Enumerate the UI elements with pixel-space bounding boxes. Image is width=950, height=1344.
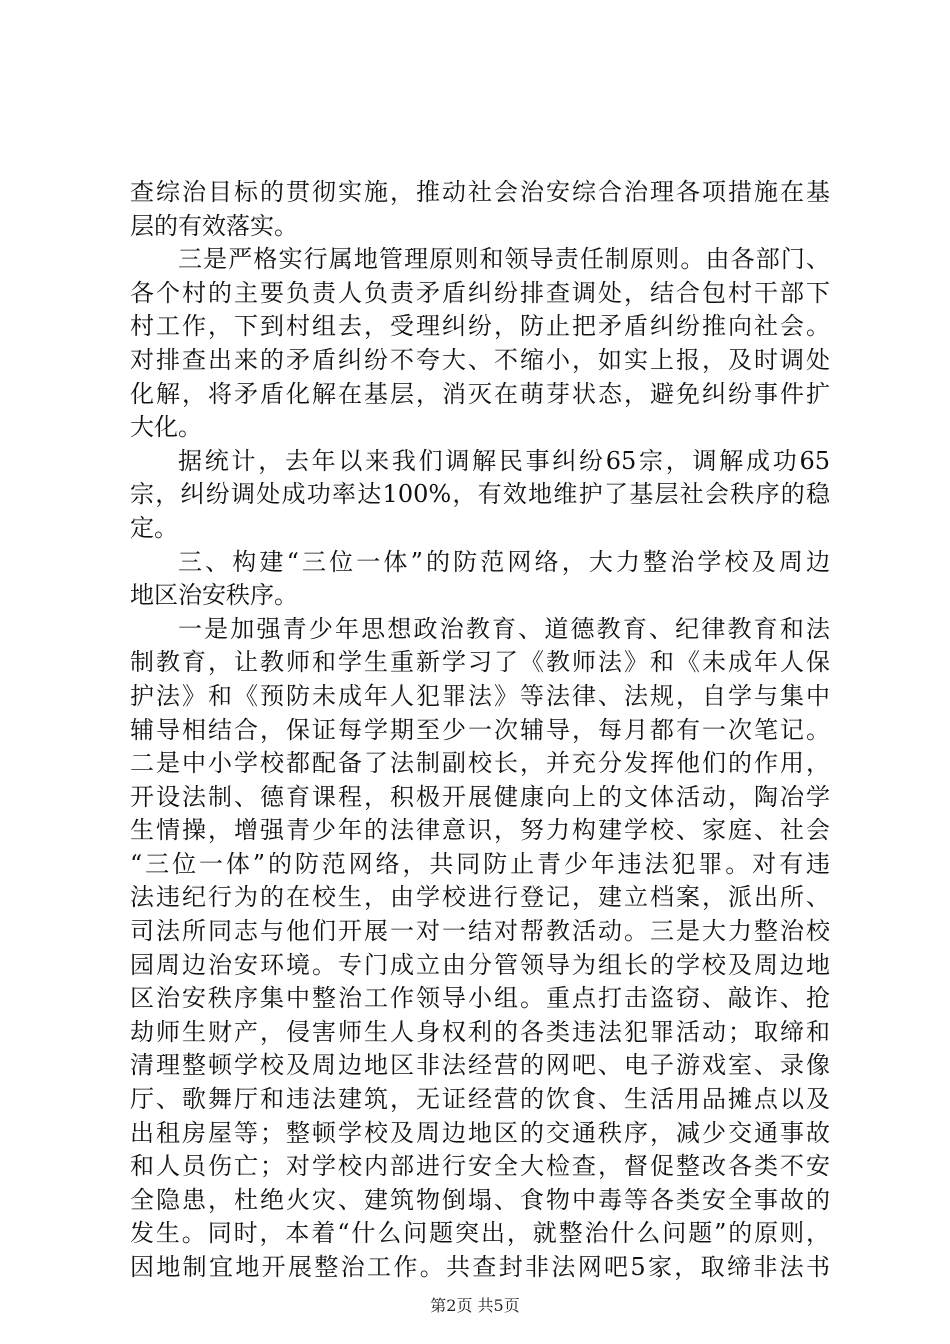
text-line: 区治安秩序集中整治工作领导小组。重点打击盗窃、敲诈、抢 [130,984,830,1013]
text-line: 化解，将矛盾化解在基层，消灭在萌芽状态，避免纠纷事件扩 [130,379,830,408]
text-line: 对排查出来的矛盾纠纷不夸大、不缩小，如实上报，及时调处 [130,345,830,374]
text-line: 各个村的主要负责人负责矛盾纠纷排查调处，结合包村干部下 [130,278,830,307]
text-line: 宗，纠纷调处成功率达100%，有效地维护了基层社会秩序的稳 [130,480,830,509]
text-line: 出租房屋等；整顿学校及周边地区的交通秩序，减少交通事故 [130,1118,830,1147]
text-line: 查综治目标的贯彻实施，推动社会治安综合治理各项措施在基 [130,178,830,206]
text-line: 村工作，下到村组去，受理纠纷，防止把矛盾纠纷推向社会。 [130,312,830,341]
text-line: 发生。同时，本着“什么问题突出，就整治什么问题”的原则， [130,1219,830,1248]
text-line: 制教育，让教师和学生重新学习了《教师法》和《未成年人保 [130,648,830,677]
text-line: 二是中小学校都配备了法制副校长，并充分发挥他们的作用， [130,749,830,778]
text-line: 司法所同志与他们开展一对一结对帮教活动。三是大力整治校 [130,917,830,946]
document-body [130,176,830,1285]
text-line: 和人员伤亡；对学校内部进行安全大检查，督促整改各类不安 [130,1152,830,1181]
text-line: 三、构建“三位一体”的防范网络，大力整治学校及周边 [178,547,830,576]
text-line: 辅导相结合，保证每学期至少一次辅导，每月都有一次笔记。 [130,715,830,744]
text-line: 定。 [130,513,178,542]
text-line: 清理整顿学校及周边地区非法经营的网吧、电子游戏室、录像 [130,1051,830,1080]
text-line: 因地制宜地开展整治工作。共查封非法网吧5家，取缔非法书 [130,1253,830,1281]
text-line: “三位一体”的防范网络，共同防止青少年违法犯罪。对有违 [130,849,830,878]
text-line: 厅、歌舞厅和违法建筑，无证经营的饮食、生活用品摊点以及 [130,1085,830,1114]
page-footer: 第2页 共5页 [430,1296,520,1315]
text-line: 护法》和《预防未成年人犯罪法》等法律、法规，自学与集中 [130,681,830,710]
text-line: 一是加强青少年思想政治教育、道德教育、纪律教育和法 [178,614,830,643]
text-line: 地区治安秩序。 [130,581,298,610]
text-line: 生情操，增强青少年的法律意识，努力构建学校、家庭、社会 [130,816,830,845]
text-line: 层的有效落实。 [130,211,298,240]
text-line: 三是严格实行属地管理原则和领导责任制原则。由各部门、 [178,245,830,274]
text-line: 大化。 [130,413,202,442]
text-line: 劫师生财产，侵害师生人身权利的各类违法犯罪活动；取缔和 [130,1017,830,1046]
text-line: 全隐患，杜绝火灾、建筑物倒塌、食物中毒等各类安全事故的 [130,1185,830,1214]
text-line: 法违纪行为的在校生，由学校进行登记，建立档案，派出所、 [130,883,830,912]
text-line: 园周边治安环境。专门成立由分管领导为组长的学校及周边地 [130,950,830,979]
text-line: 开设法制、德育课程，积极开展健康向上的文体活动，陶冶学 [130,782,830,811]
text-line: 据统计，去年以来我们调解民事纠纷65宗，调解成功65 [178,446,830,475]
